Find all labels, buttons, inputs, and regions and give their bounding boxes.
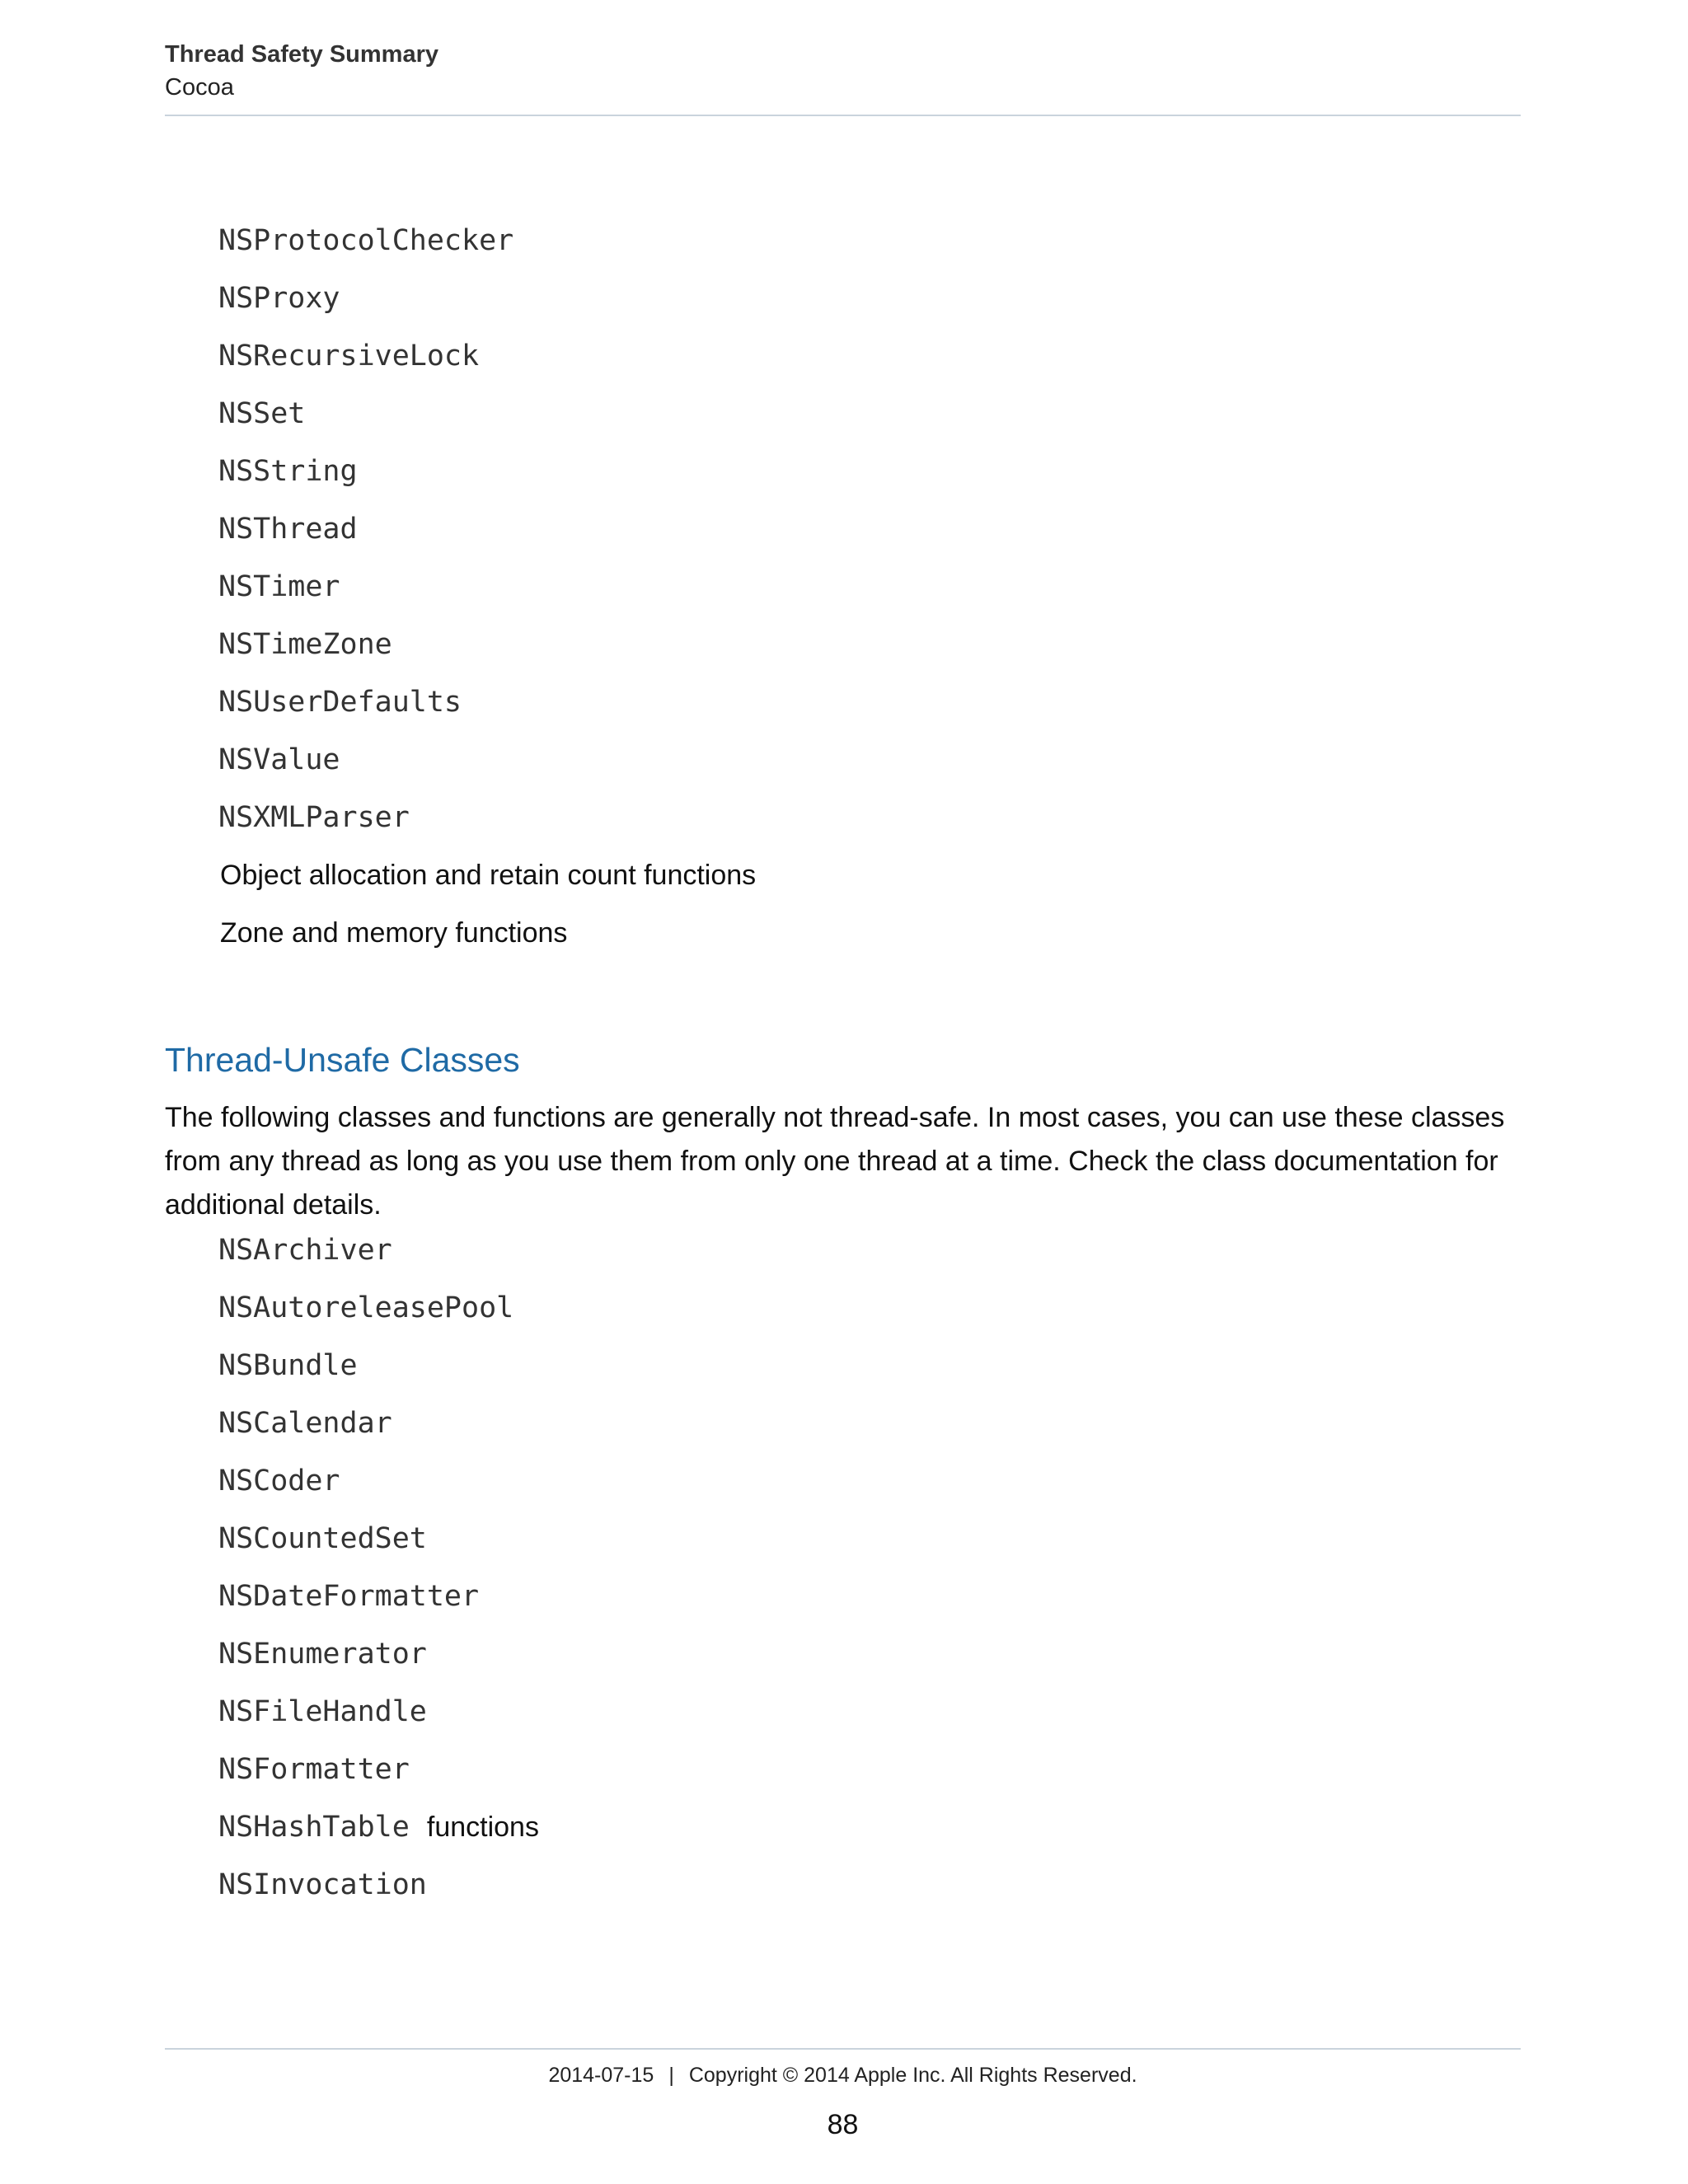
footer-date: 2014-07-15 xyxy=(548,2064,654,2087)
class-item[interactable]: NSEnumerator xyxy=(218,1638,427,1671)
class-item[interactable]: NSTimer xyxy=(218,570,340,603)
class-item[interactable]: NSTimeZone xyxy=(218,628,392,661)
class-item[interactable]: NSDateFormatter xyxy=(218,1580,480,1613)
class-item[interactable]: NSCountedSet xyxy=(218,1522,427,1555)
class-item[interactable]: NSThread xyxy=(218,513,358,546)
class-item[interactable]: NSFileHandle xyxy=(218,1695,427,1728)
class-item[interactable]: NSCalendar xyxy=(218,1407,392,1440)
function-item[interactable]: Zone and memory functions xyxy=(220,917,568,949)
class-item[interactable]: NSProxy xyxy=(218,282,340,315)
running-header xyxy=(165,38,1521,104)
function-item[interactable]: Object allocation and retain count functions xyxy=(220,860,757,891)
class-item[interactable]: NSAutoreleasePool xyxy=(218,1291,514,1324)
section-heading: Thread-Unsafe Classes xyxy=(165,1041,520,1079)
class-item[interactable]: NSCoder xyxy=(218,1465,340,1497)
class-item[interactable]: NSInvocation xyxy=(218,1868,427,1901)
footer-separator: | xyxy=(668,2064,674,2087)
page-number: 88 xyxy=(827,2109,859,2140)
hash-table-functions-item[interactable] xyxy=(218,1809,539,1845)
header-chapter-title: Thread Safety Summary xyxy=(165,41,439,68)
footer-copyright-line xyxy=(165,2060,1521,2090)
class-item[interactable]: NSSet xyxy=(218,397,306,430)
class-item-suffix: functions xyxy=(426,1811,539,1843)
header-divider xyxy=(165,115,1521,116)
footer-copyright: Copyright © 2014 Apple Inc. All Rights Reserved. xyxy=(688,2064,1137,2087)
class-item[interactable]: NSRecursiveLock xyxy=(218,340,480,373)
section-paragraph: The following classes and functions are generally not thread-safe. In most cases, you can use these classes from any thread as long as you use them from only one thread at a time. Check the class documentation for additional details. xyxy=(165,1102,1505,1221)
class-item[interactable]: NSXMLParser xyxy=(218,801,410,834)
class-item[interactable]: NSUserDefaults xyxy=(218,686,462,719)
footer-divider xyxy=(165,2048,1521,2050)
header-section-title: Cocoa xyxy=(165,74,234,101)
class-item[interactable]: NSBundle xyxy=(218,1349,358,1382)
class-item[interactable]: NSValue xyxy=(218,743,340,776)
class-item[interactable]: NSFormatter xyxy=(218,1753,410,1786)
class-item[interactable]: NSProtocolChecker xyxy=(218,224,514,257)
class-item[interactable]: NSArchiver xyxy=(218,1234,392,1267)
class-item-code[interactable]: NSHashTable xyxy=(218,1811,410,1844)
class-item[interactable]: NSString xyxy=(218,455,358,488)
